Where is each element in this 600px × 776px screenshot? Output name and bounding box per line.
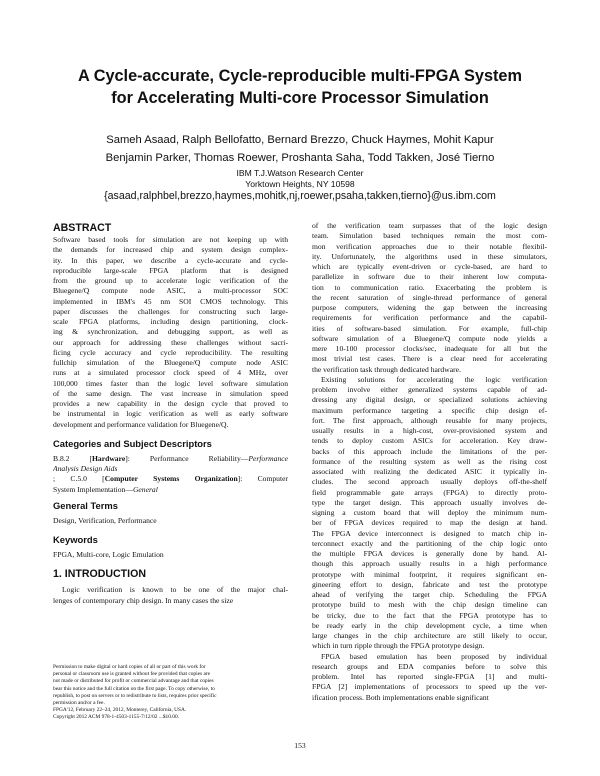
text-line: of the verification team surpasses that of the logic design bbox=[312, 221, 547, 230]
author-line: Sameh Asaad, Ralph Bellofatto, Bernard Brezzo, Chuck Haymes, Mohit Kapur bbox=[106, 134, 494, 146]
text-line: ification process. Both implementations enable significant bbox=[312, 692, 489, 702]
abstract-line: 100,000 times faster than the logic level software simulation bbox=[53, 378, 288, 388]
footnote-line: personal or classroom use is granted without fee provided that copies are bbox=[53, 671, 211, 678]
abstract-line: implemented in IBM's 45 nm SOI CMOS technology. This bbox=[53, 296, 288, 306]
text-line: ity. Unfortunately, the algorithms used in these simulators, bbox=[312, 251, 547, 261]
text-line: problem involve either generalized systems capable of ad- bbox=[312, 385, 547, 394]
text-line: prototype build to mesh with the chip design timeline can bbox=[312, 600, 547, 610]
introduction-heading: 1. INTRODUCTION bbox=[53, 568, 146, 581]
text-line: mere 10-100 processor clocks/sec, inadequate for all but the bbox=[312, 344, 547, 353]
text-line: associated with realizing the dedicated ASIC it typically in- bbox=[312, 467, 547, 476]
abstract-line: runs at a simulated processor clock speed of 4 MHz, over bbox=[53, 368, 288, 378]
text-line: type the target design. This approach usually involves de- bbox=[312, 497, 547, 507]
text-line: the multiple FPGA devices is generally done by hand. Al- bbox=[312, 549, 547, 558]
author-line: Benjamin Parker, Thomas Roewer, Proshanta Saha, Todd Takken, José Tierno bbox=[105, 152, 495, 164]
text-line: research groups and EDA companies before to solve this bbox=[312, 661, 547, 671]
paragraph bbox=[312, 652, 547, 703]
abstract-line: fullchip simulation of the Bluegene/Q compute node ASIC bbox=[53, 358, 288, 367]
text-line: FPGA [2] implementations of processors to speed up the ver- bbox=[312, 682, 547, 692]
text-line: software simulation of a Bluegene/Q compute node yields a bbox=[312, 333, 547, 343]
abstract-line: reproducible large-scale FPGA platform that is designed bbox=[53, 265, 288, 275]
footnote-line: not made or distributed for profit or commercial advantage and that copies bbox=[53, 678, 214, 685]
abstract-line: our approach for addressing these challenges without sacri- bbox=[53, 337, 288, 347]
abstract-line: development and performance validation for Bluegene/Q. bbox=[53, 419, 229, 429]
text-line: tends to deploy custom ASICs for acceleration. Key draw- bbox=[312, 436, 547, 446]
category-line: Analysis Design Aids bbox=[53, 464, 118, 473]
text-line: be ready early in the chip development cycle, a time when bbox=[312, 620, 547, 630]
footnote-line: permission and/or a fee. bbox=[53, 700, 105, 707]
text-line: backs of this approach include the limitations of the per- bbox=[312, 446, 547, 456]
paragraph bbox=[312, 375, 547, 652]
abstract-line: Bluegene/Q compute node ASIC, a multi-processor SOC bbox=[53, 286, 288, 296]
footnote-line: republish, to post on servers or to redistribute to lists, requires prior specific bbox=[53, 692, 217, 699]
keywords-heading: Keywords bbox=[53, 534, 98, 545]
category-line: ; C.5.0 [Computer Systems Organization]: Computer bbox=[53, 474, 288, 484]
text-line: Existing solutions for accelerating the logic verification bbox=[321, 374, 547, 384]
abstract-line: from the ground up to accelerate logic verification of the bbox=[53, 276, 288, 285]
text-line: field programmable gate arrays (FPGA) to directly proto- bbox=[312, 487, 547, 497]
page-number: 153 bbox=[294, 741, 306, 750]
abstract-line: be instrumental in logic verification as well as early software bbox=[53, 409, 288, 419]
text-line: ahead of verifying the target chip. Scheduling the FPGA bbox=[312, 590, 547, 599]
title-line: for Accelerating Multi-core Processor Simulation bbox=[111, 89, 489, 107]
text-line: be tricky, due to the fact that the FPGA prototype has to bbox=[312, 610, 547, 620]
abstract-line: ing & synchronization, and debugging support, as well as bbox=[53, 327, 288, 337]
text-line: prototype with minimal footprint, it requires significant en- bbox=[312, 569, 547, 579]
paper-title bbox=[30, 65, 570, 109]
text-line: FPGA based emulation has been proposed by individual bbox=[321, 651, 547, 661]
text-line: the verification task through dedicated hardware. bbox=[312, 364, 461, 374]
footnote-line: FPGA'12, February 22–24, 2012, Monterey, California, USA. bbox=[53, 707, 187, 714]
abstract-line: Software based tools for simulation are not keeping up with bbox=[53, 235, 288, 244]
author-emails: {asaad,ralphbel,brezzo,haymes,mohitk,nj,roewer,psaha,takken,tierno}@us.ibm.com bbox=[104, 190, 496, 202]
text-line: tion to communication ratio. Exacerbating the problem is bbox=[312, 282, 547, 292]
text-line: The FPGA device interconnect is designed to match chip in- bbox=[312, 528, 547, 538]
abstract-line: scale FPGA platforms, including design partitioning, clock- bbox=[53, 317, 288, 326]
text-line: team. Simulation based techniques remain the most com- bbox=[312, 231, 547, 241]
introduction-line: Logic verification is known to be one of the major chal- bbox=[62, 585, 288, 595]
left-column bbox=[53, 221, 288, 606]
category-line: System Implementation—General bbox=[53, 484, 158, 494]
text-line: ber of FPGA devices required to map the design at hand. bbox=[312, 518, 547, 528]
text-line: mon verification approaches due to their notable flexibil- bbox=[312, 241, 547, 251]
copyright-footnote bbox=[53, 664, 288, 722]
text-line: maximum performance targeting a specific chip design ef- bbox=[312, 405, 547, 415]
text-line: which are typically event-driven or cycle-based, are hard to bbox=[312, 262, 547, 271]
title-line: A Cycle-accurate, Cycle-reproducible multi-FPGA System bbox=[78, 67, 522, 85]
text-line: problem. Intel has reported single-FPGA [1] and multi- bbox=[312, 672, 547, 681]
general-terms-heading: General Terms bbox=[53, 499, 118, 511]
text-line: requirements for verification performance and the capabil- bbox=[312, 313, 547, 323]
right-column bbox=[312, 221, 547, 703]
keywords-text: FPGA, Multi-core, Logic Emulation bbox=[53, 550, 164, 559]
footnote-line: bear this notice and the full citation on the first page. To copy otherwise, to bbox=[53, 685, 215, 692]
text-line: dressing any digital design, or specialized solutions achieving bbox=[312, 395, 547, 405]
abstract-heading: ABSTRACT bbox=[53, 222, 112, 234]
text-line: formance of the resulting system as well as the rising cost bbox=[312, 456, 547, 466]
text-line: fort. The first approach, although reusable for many projects, bbox=[312, 415, 547, 425]
text-line: parallelize in software due to their inherent low computa- bbox=[312, 272, 547, 282]
abstract-line: provides a new capability in the design cycle that proved to bbox=[53, 399, 288, 408]
footnote-line: Copyright 2012 ACM 978-1-4503-1155-7/12/02 ...$10.00. bbox=[53, 714, 180, 721]
footnote-line: Permission to make digital or hard copies of all or part of this work for bbox=[53, 664, 206, 670]
abstract-line: ity. In this paper, we describe a cycle-accurate and cycle- bbox=[53, 255, 288, 265]
text-line: most trivial test cases. There is a clear need for accelerating bbox=[312, 354, 547, 364]
category-line: B.8.2 [Hardware]: Performance Reliability—Performance bbox=[53, 453, 288, 463]
text-line: usually results in a high-cost, over-provisioned system and bbox=[312, 426, 547, 435]
text-line: purpose computers, widening the gap between the increasing bbox=[312, 303, 547, 312]
text-line: though this approach usually results in a high performance bbox=[312, 559, 547, 569]
text-line: cludes. The second approach usually deploys off-the-shelf bbox=[312, 477, 547, 487]
affiliation bbox=[30, 168, 570, 203]
text-line: gineering effort to design, fabricate and test the prototype bbox=[312, 579, 547, 589]
abstract-line: paper discusses the challenges for constructing such large- bbox=[53, 306, 288, 316]
abstract-line: the demands for increased chip and system design complex- bbox=[53, 245, 288, 255]
text-line: signing a custom board that will deploy the minimum num- bbox=[312, 508, 547, 517]
general-terms-text: Design, Verification, Performance bbox=[53, 515, 157, 525]
abstract-line: ficing cycle accuracy and cycle reproducibility. The resulting bbox=[53, 347, 288, 357]
author-list bbox=[30, 131, 570, 167]
location: Yorktown Heights, NY 10598 bbox=[245, 179, 355, 189]
institution: IBM T.J.Watson Research Center bbox=[236, 168, 364, 178]
introduction-line: lenges of contemporary chip design. In many cases the size bbox=[53, 595, 234, 605]
categories-heading: Categories and Subject Descriptors bbox=[53, 437, 212, 449]
abstract-body bbox=[53, 235, 288, 430]
paragraph bbox=[312, 221, 547, 375]
text-line: the recent saturation of single-thread performance of general bbox=[312, 292, 547, 302]
text-line: large changes in the chip architecture are still likely to occur, bbox=[312, 631, 547, 640]
text-line: which in turn ripple through the FPGA prototype design. bbox=[312, 641, 485, 651]
abstract-line: of the same design. The vast increase in simulation speed bbox=[53, 388, 288, 398]
text-line: terconnect exactly and the partitioning of the chip logic onto bbox=[312, 538, 547, 548]
text-line: ities of software-based simulation. For example, full-chip bbox=[312, 323, 547, 333]
